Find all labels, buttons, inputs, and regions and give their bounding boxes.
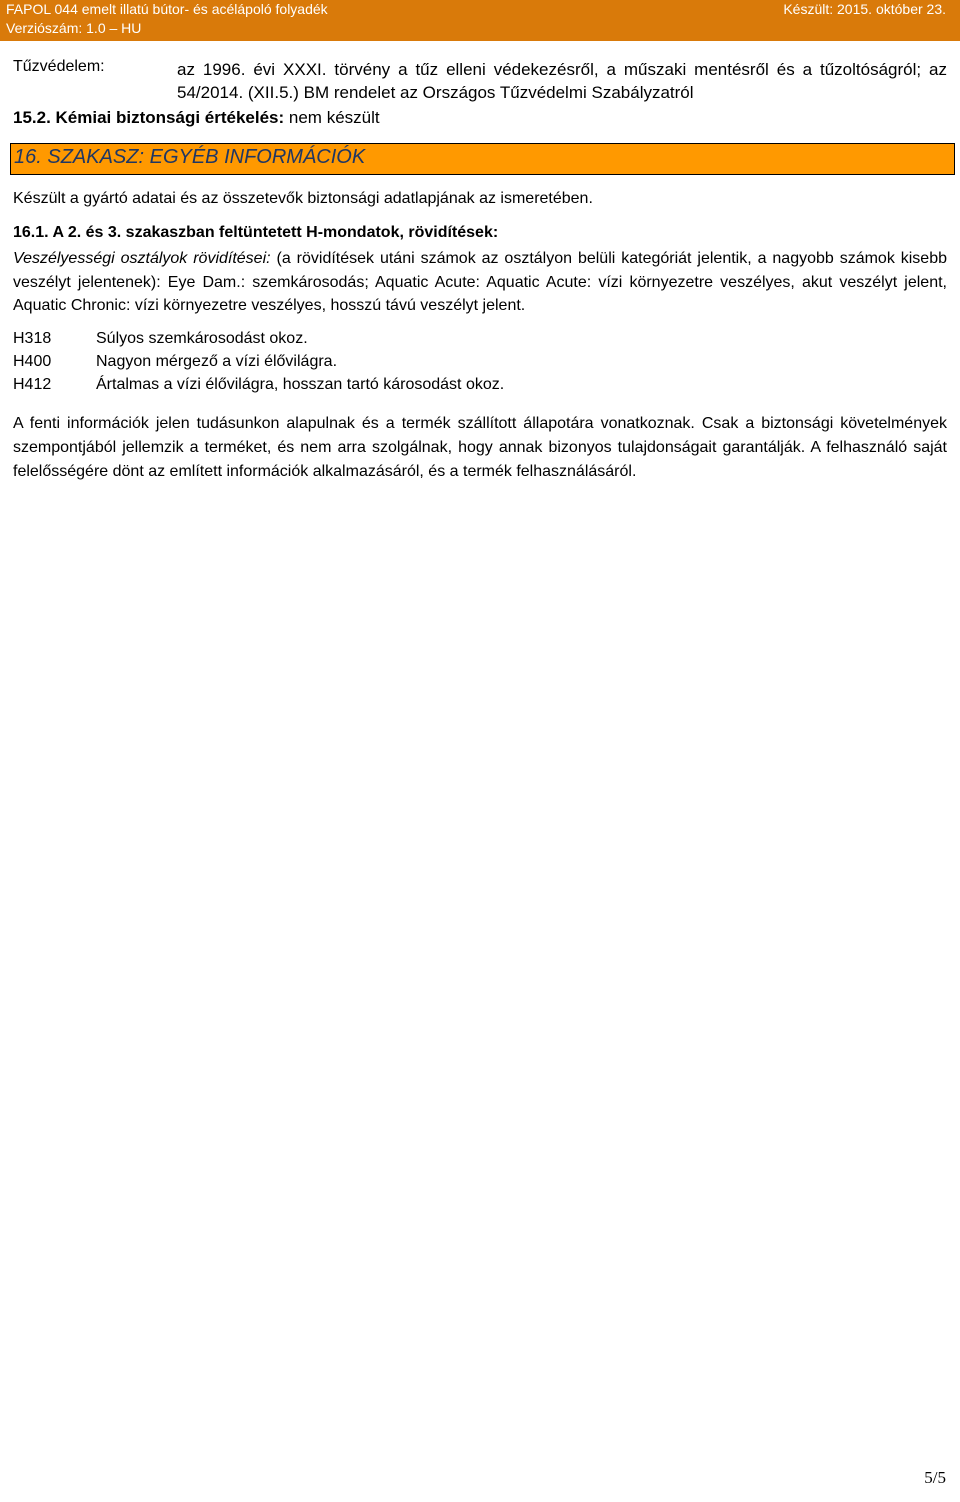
chemical-eval-value: nem készült <box>284 108 380 127</box>
subsection-16-1-heading: 16.1. A 2. és 3. szakaszban feltüntetett H-mondatok, rövidítések: <box>13 224 499 241</box>
document-header <box>0 0 960 41</box>
h-statement-text: Ártalmas a vízi élővilágra, hosszan tartó károsodást okoz. <box>96 376 505 393</box>
section-16-heading-bar <box>10 143 955 175</box>
hazard-classes-intro: Veszélyességi osztályok rövidítései: <box>13 250 271 267</box>
h-statement-text: Nagyon mérgező a vízi élővilágra. <box>96 353 338 370</box>
section-16-title: 16. SZAKASZ: EGYÉB INFORMÁCIÓK <box>14 146 366 168</box>
fire-protection-text: az 1996. évi XXXI. törvény a tűz elleni védekezésről, a műszaki mentésről és a tűzoltóságról; az 54/2014. (XII.5.) BM rendelet az Országos Tűzvédelmi Szabályzatról <box>177 60 947 102</box>
creation-date: Készült: 2015. október 23. <box>783 1 946 17</box>
hazard-classes-paragraph <box>13 247 947 318</box>
h-statement-row <box>13 353 713 376</box>
page-number: 5/5 <box>924 1468 946 1487</box>
chemical-eval-label: 15.2. Kémiai biztonsági értékelés: <box>13 108 285 127</box>
version-label: Verziószám: 1.0 – HU <box>6 20 142 36</box>
h-statement-code: H412 <box>13 376 52 393</box>
h-statement-code: H400 <box>13 353 52 370</box>
disclaimer-paragraph: A fenti információk jelen tudásunkon alapulnak és a termék szállított állapotára vonatkoznak. Csak a biztonsági követelmények szempontjából jellemzik a terméket, és nem arra szolgálnak, hogy annak bizonyos tulajdonságait garantálják. A felhasználó saját felelősségére dönt az említett információk alkalmazásáról, és a termék felhasználásáról. <box>13 415 947 480</box>
hazard-classes-text: (a rövidítések utáni számok az osztályon belüli kategóriát jelentik, a nagyobb számok kisebb veszélyt jelentenek): Eye Dam.: szemkárosodás; Aquatic Acute: Aquatic Acute: vízi környezetre veszélyes, akut veszélyt jelent, Aquatic Chronic: vízi környezetre veszélyes, hosszú távú veszélyt jelent. <box>13 250 948 314</box>
h-statement-code: H318 <box>13 330 52 347</box>
h-statement-row <box>13 376 713 399</box>
chemical-safety-evaluation <box>13 108 380 128</box>
made-by-note: Készült a gyártó adatai és az összetevők biztonsági adatlapjának az ismeretében. <box>13 190 593 207</box>
h-statement-list <box>13 330 713 399</box>
product-title: FAPOL 044 emelt illatú bútor- és acélápoló folyadék <box>6 1 328 17</box>
h-statement-row <box>13 330 713 353</box>
fire-protection-label: Tűzvédelem: <box>13 58 105 75</box>
h-statement-text: Súlyos szemkárosodást okoz. <box>96 330 308 347</box>
